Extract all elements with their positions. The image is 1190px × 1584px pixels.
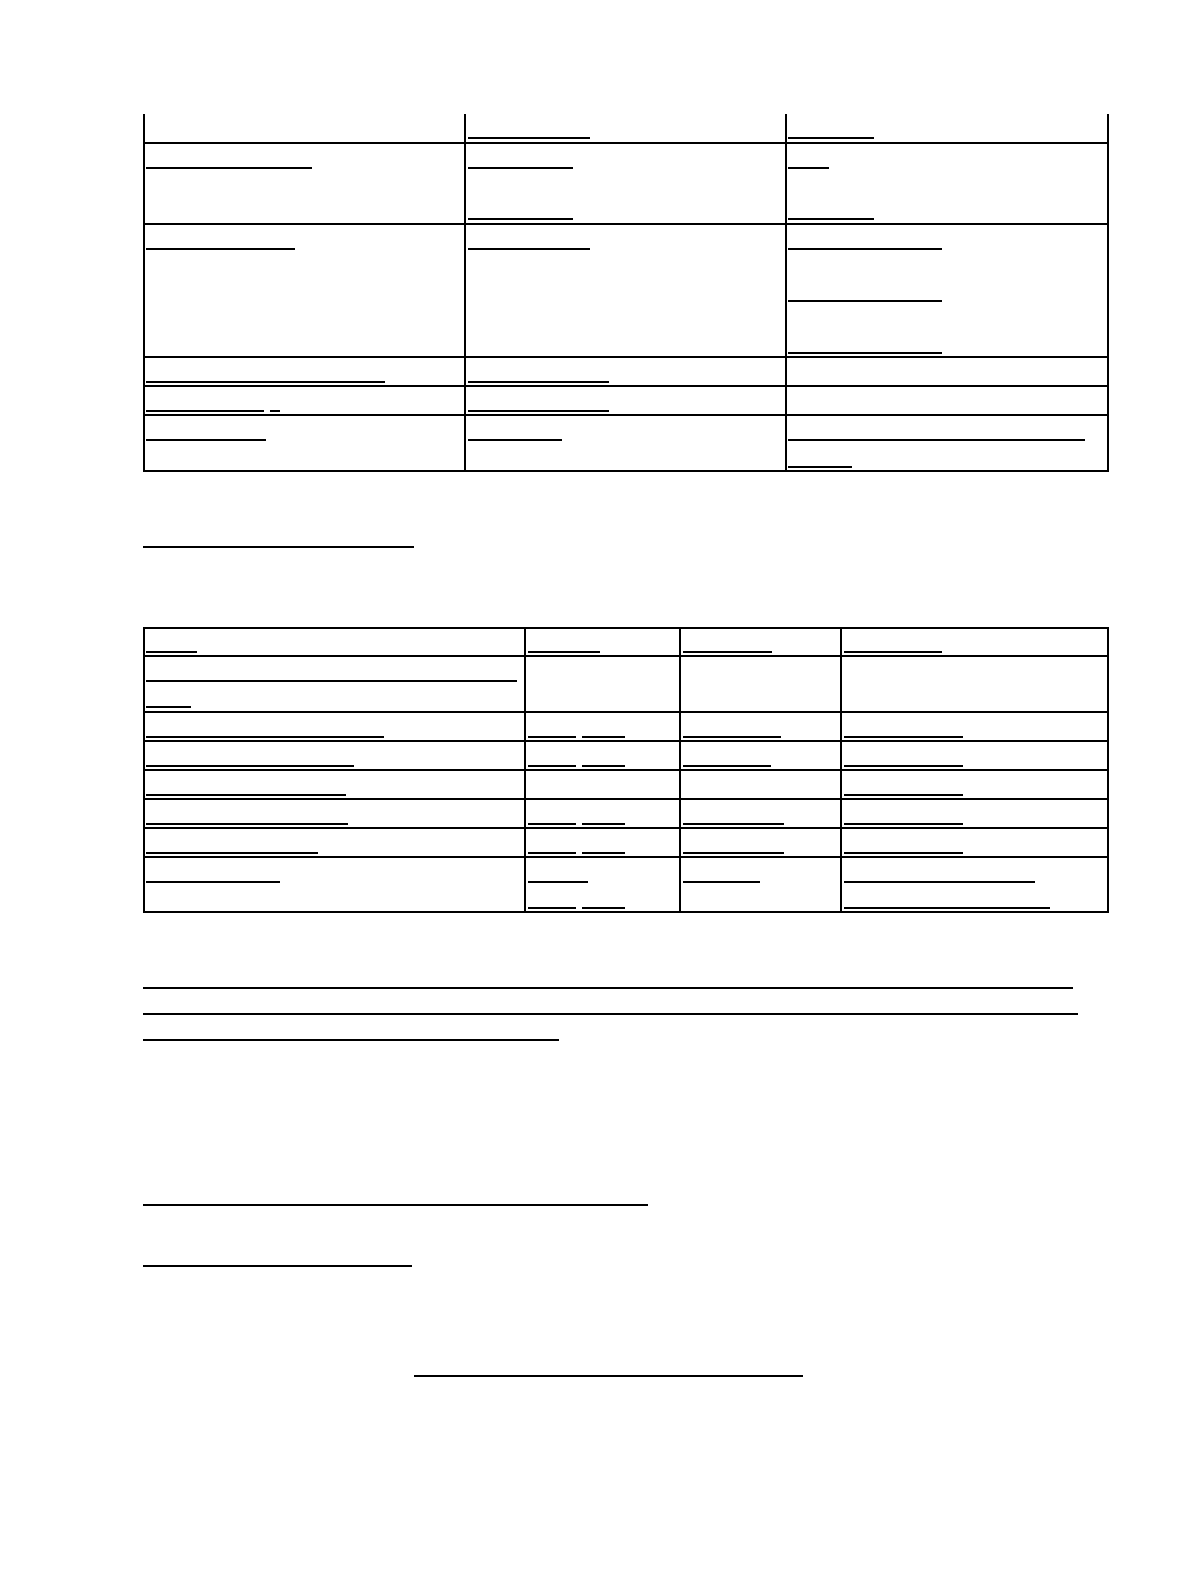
table-2-blank-line xyxy=(582,907,625,909)
table-1-col-divider xyxy=(785,114,787,472)
table-2-blank-line xyxy=(582,823,625,825)
table-1-blank-line xyxy=(146,381,385,383)
table-1-blank-line xyxy=(788,439,1085,441)
table-2-blank-line xyxy=(146,823,348,825)
table-2-blank-line xyxy=(683,852,784,854)
paragraph-blank-line xyxy=(143,987,1073,989)
table-1-blank-line xyxy=(146,439,266,441)
table-2-blank-line xyxy=(582,765,625,767)
table-1-blank-line xyxy=(270,410,280,412)
table-1-blank-line xyxy=(788,167,829,169)
table-2-blank-line xyxy=(528,736,576,738)
table-1-blank-line xyxy=(788,352,942,354)
table-2-blank-line xyxy=(844,765,963,767)
table-1-blank-line xyxy=(146,410,264,412)
table-1-row-divider xyxy=(143,414,1109,416)
table-1-blank-line xyxy=(468,439,562,441)
table-1-blank-line xyxy=(468,381,609,383)
table-2-blank-line xyxy=(844,794,963,796)
table-2-blank-line xyxy=(528,881,588,883)
table-1-blank-line xyxy=(146,248,295,250)
table-1-row-divider xyxy=(143,385,1109,387)
table-2-blank-line xyxy=(844,852,963,854)
table-1-blank-line xyxy=(146,167,312,169)
table-1-row-divider xyxy=(143,223,1109,225)
table-1-blank-line xyxy=(468,218,573,220)
table-2-row-divider xyxy=(143,769,1109,771)
table-2-header-blank xyxy=(528,651,600,653)
table-2-blank-line xyxy=(683,765,771,767)
table-2-blank-line xyxy=(528,765,576,767)
table-1-blank-line xyxy=(788,137,874,139)
table-1-blank-line xyxy=(468,167,573,169)
table-2-row-divider xyxy=(143,740,1109,742)
table-2-blank-line xyxy=(582,736,625,738)
table-1-blank-line xyxy=(468,410,609,412)
table-1-blank-line xyxy=(788,248,942,250)
table-2-blank-line xyxy=(146,765,354,767)
table-2-blank-line xyxy=(146,736,384,738)
table-2-row-divider xyxy=(143,711,1109,713)
paragraph-blank-line xyxy=(143,1039,559,1041)
section-heading-blank xyxy=(143,546,414,548)
table-2-blank-line xyxy=(683,823,784,825)
table-2-blank-line xyxy=(844,881,1035,883)
table-2-blank-line xyxy=(146,706,191,708)
table-2-blank-line xyxy=(146,852,318,854)
table-1-blank-line xyxy=(468,137,590,139)
footer-blank-line xyxy=(414,1375,803,1377)
table-1-blank-line xyxy=(788,300,942,302)
table-1-blank-line xyxy=(788,466,852,468)
table-1-row-divider xyxy=(143,142,1109,144)
table-2-header-blank xyxy=(146,651,197,653)
table-2-blank-line xyxy=(844,736,963,738)
table-1-blank-line xyxy=(468,248,590,250)
table-2-row-divider xyxy=(143,655,1109,657)
signature-blank-line xyxy=(143,1265,412,1267)
table-2-blank-line xyxy=(528,823,576,825)
table-1-col-divider xyxy=(464,114,466,472)
table-2-row-divider xyxy=(143,798,1109,800)
table-1-blank-line xyxy=(788,218,874,220)
table-2-blank-line xyxy=(528,907,576,909)
signature-blank-line xyxy=(143,1204,648,1206)
table-2-row-divider xyxy=(143,827,1109,829)
table-2-blank-line xyxy=(683,881,760,883)
table-2-blank-line xyxy=(146,881,280,883)
table-2-blank-line xyxy=(683,736,781,738)
table-2-blank-line xyxy=(582,852,625,854)
table-1-row-divider xyxy=(143,356,1109,358)
table-2-blank-line xyxy=(146,794,346,796)
table-2-row-divider xyxy=(143,856,1109,858)
table-2-blank-line xyxy=(146,680,517,682)
table-2-blank-line xyxy=(844,823,963,825)
table-2-blank-line xyxy=(844,907,1050,909)
table-2-blank-line xyxy=(528,852,576,854)
paragraph-blank-line xyxy=(143,1013,1078,1015)
table-2-header-blank xyxy=(683,651,772,653)
table-2-header-blank xyxy=(844,651,942,653)
